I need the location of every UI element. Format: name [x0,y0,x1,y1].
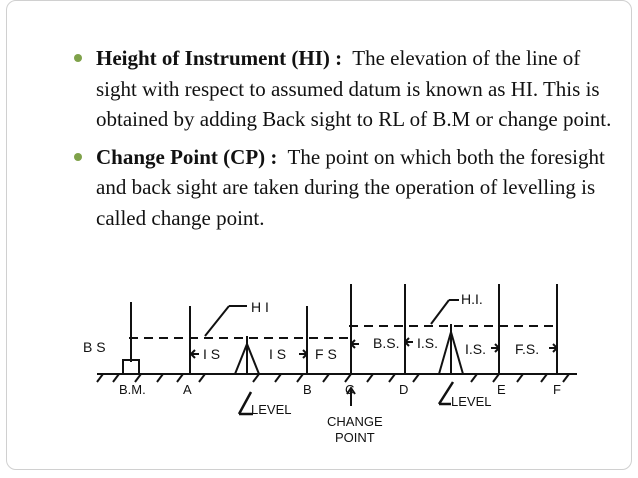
benchmark-block [123,360,139,374]
change-point-label-2: POINT [335,430,375,445]
level-instrument-1 [235,336,259,374]
level-instrument-2 [439,324,463,374]
bullet-height-of-instrument [74,43,614,135]
bullet-list [74,43,614,233]
level-label-1: LEVEL [251,402,292,417]
point-c-label: C [345,382,355,397]
bullet-term: Height of Instrument (HI) : [96,46,343,70]
point-a-label: A [183,382,192,397]
bs-left-label: B S [83,339,106,355]
point-bm-label: B.M. [119,382,146,397]
point-f-label: F [553,382,561,397]
bullet-text: The point on which both the foresight and back sight are taken during the operation of levelling is called change point. [96,144,605,230]
point-d-label: D [399,382,409,397]
point-b-label: B [303,382,312,397]
ground-line [97,374,577,382]
levelling-diagram [79,266,599,461]
point-e-label: E [497,382,506,397]
bullet-change-point [74,142,614,234]
bullet-text: The elevation of the line of sight with respect to assumed datum is known as HI. This is obtained by adding Back sight to RL of B.M or change point. [96,46,612,131]
change-point-label-1: CHANGE [327,414,383,429]
bullet-dot-icon [74,153,82,161]
bullet-term: Change Point (CP) : [96,144,278,169]
is-label-4: I.S. [465,341,487,357]
staffs [131,284,557,374]
level-label-2: LEVEL [451,394,492,409]
bullet-dot-icon [74,54,82,62]
hi-left-leader [205,306,247,336]
hi-right-label: H.I. [461,291,483,307]
bs-right-label: B.S. [373,335,400,351]
fs-label-1: F S [315,346,337,362]
is-label-1: I S [203,346,221,362]
fs-label-2: F.S. [515,341,540,357]
hi-left-label: H I [251,299,269,315]
hi-right-leader [431,300,459,324]
is-label-3: I.S. [417,335,439,351]
slide [6,0,632,470]
is-label-2: I S [269,346,287,362]
